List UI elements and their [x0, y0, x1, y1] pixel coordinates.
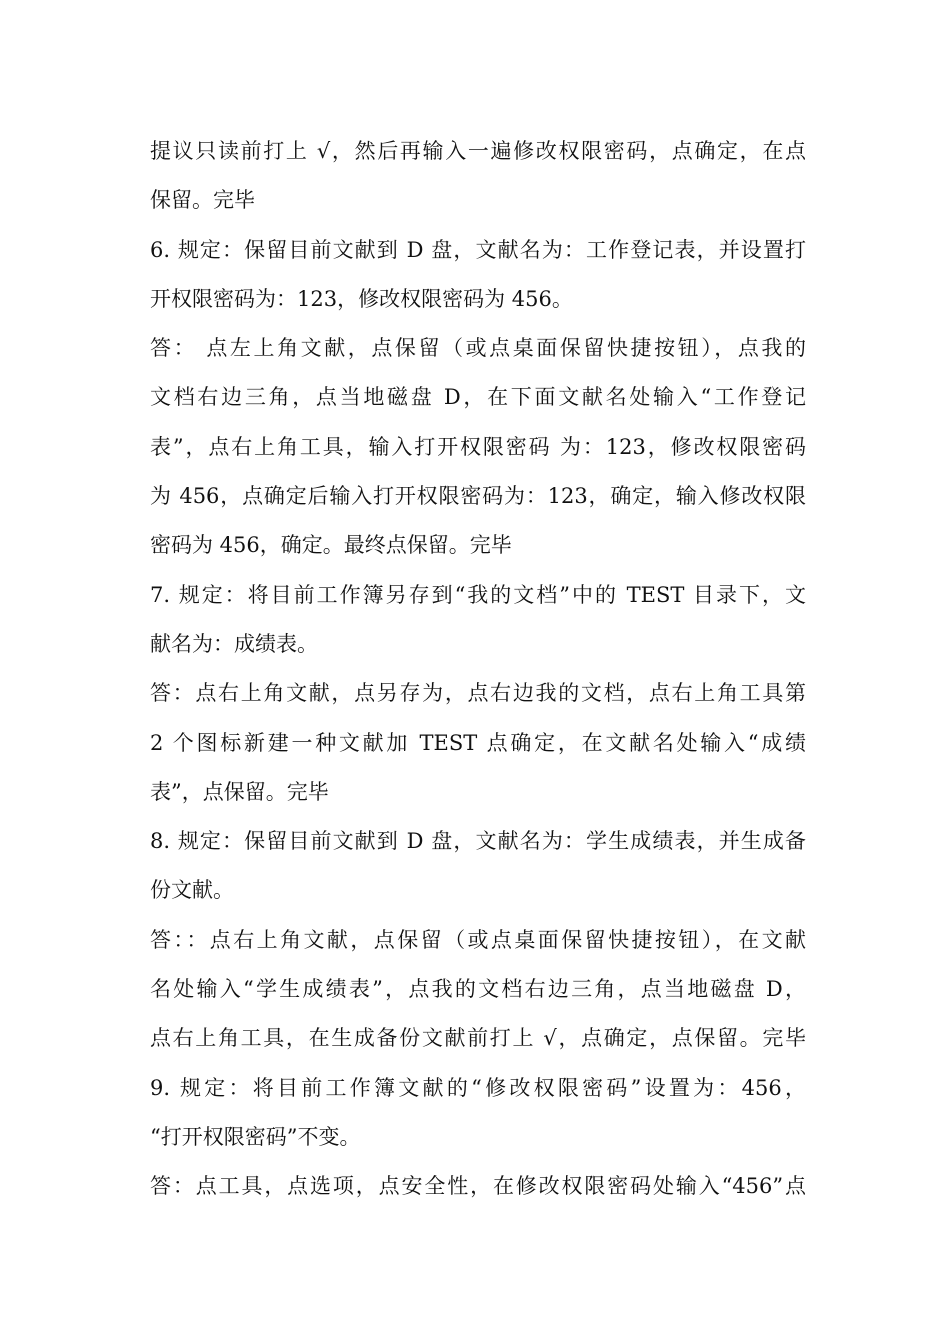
text-line-15: 8. 规定：保留目前文献到 D 盘，文献名为：学生成绩表，并生成备: [150, 829, 806, 854]
text-line-5: 答： 点左上角文献，点保留（或点桌面保留快捷按钮），点我的: [150, 336, 806, 361]
text-line-6: 文档右边三角，点当地磁盘 D，在下面文献名处输入“工作登记: [150, 385, 806, 410]
text-line-20: 9. 规定：将目前工作簿文献的“修改权限密码”设置为：456，: [150, 1075, 806, 1100]
text-line-12: 答：点右上角文献，点另存为，点右边我的文档，点右上角工具第: [150, 681, 806, 706]
text-line-22: 答：点工具，点选项，点安全性，在修改权限密码处输入“456”点: [150, 1174, 806, 1199]
document-body: [150, 127, 806, 1212]
text-line-17: 答：：点右上角文献，点保留（或点桌面保留快捷按钮），在文献: [150, 927, 806, 952]
text-line-9: 密码为 456，确定。最终点保留。完毕: [150, 533, 512, 558]
text-line-18: 名处输入“学生成绩表”，点我的文档右边三角，点当地磁盘 D，: [150, 977, 806, 1002]
text-line-21: “打开权限密码”不变。: [150, 1124, 361, 1149]
text-line-11: 献名为：成绩表。: [150, 631, 318, 656]
text-line-2: 保留。完毕: [150, 188, 255, 213]
text-line-8: 为 456，点确定后输入打开权限密码为：123，确定，输入修改权限: [150, 484, 806, 509]
text-line-13: 2 个图标新建一种文献加 TEST 点确定，在文献名处输入“成绩: [150, 730, 806, 755]
text-line-19: 点右上角工具，在生成备份文献前打上 √，点确定，点保留。完毕: [150, 1026, 806, 1051]
text-line-14: 表”，点保留。完毕: [150, 779, 329, 804]
text-line-16: 份文献。: [150, 878, 234, 903]
text-line-3: 6. 规定：保留目前文献到 D 盘，文献名为：工作登记表，并设置打: [150, 237, 806, 262]
text-line-10: 7. 规定：将目前工作簿另存到“我的文档”中的 TEST 目录下，文: [150, 582, 806, 607]
text-line-7: 表”，点右上角工具，输入打开权限密码 为：123，修改权限密码: [150, 434, 806, 459]
text-line-4: 开权限密码为：123，修改权限密码为 456。: [150, 286, 573, 311]
text-line-1: 提议只读前打上 √，然后再输入一遍修改权限密码，点确定，在点: [150, 139, 806, 163]
